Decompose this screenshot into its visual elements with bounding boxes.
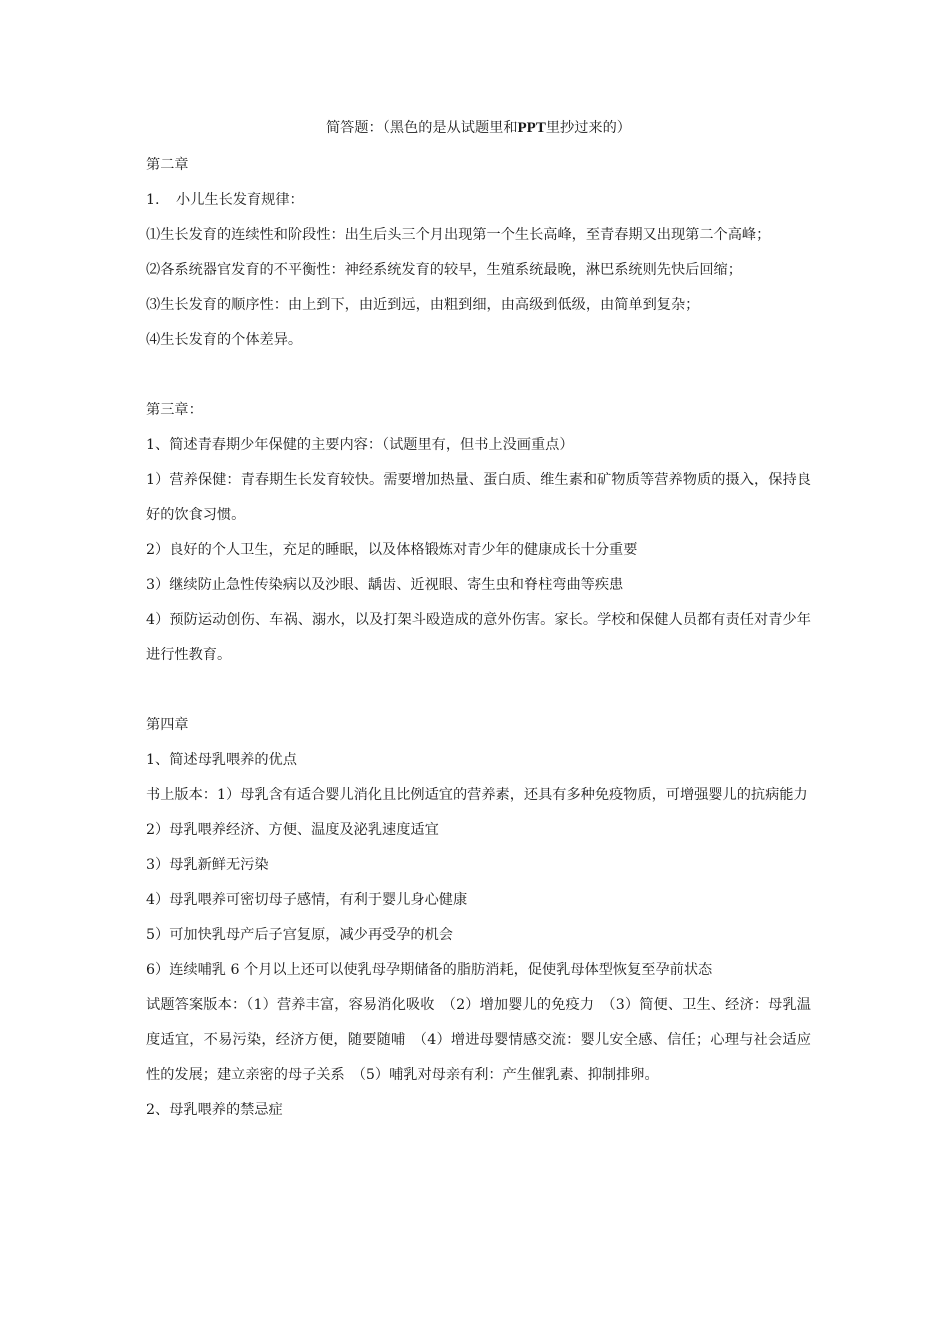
question-heading	[146, 183, 811, 218]
paragraph: 试题答案版本：（1）营养丰富，容易消化吸收 （2）增加婴儿的免疫力 （3）简便、卫生、经济：母乳温度适宜，不易污染，经济方便，随要随哺 （4）增进母婴情感交流：婴儿安全感、信任；心理与社会适应性的发展；建立亲密的母子关系 （5）哺乳对母亲有利：产生催乳素、抑制排卵。	[146, 997, 811, 1083]
chapter-3-section	[146, 393, 811, 673]
paragraph: ⑶生长发育的顺序性：由上到下，由近到远，由粗到细，由高级到低级，由简单到复杂；	[146, 297, 700, 313]
paragraph: 3）母乳新鲜无污染	[146, 857, 269, 873]
paragraph: 4）预防运动创伤、车祸、溺水，以及打架斗殴造成的意外伤害。家长。学校和保健人员都有责任对青少年进行性教育。	[146, 612, 811, 663]
paragraph: ⑷生长发育的个体差异。	[146, 332, 303, 348]
title-text: 简答题：（黑色的是从试题里和	[325, 120, 518, 136]
paragraph: 5）可加快乳母产后子宫复原，减少再受孕的机会	[146, 927, 453, 943]
question-number: 1.	[146, 192, 160, 208]
chapter-3-heading: 第三章：	[146, 402, 203, 418]
chapter-4-heading: 第四章	[146, 717, 189, 733]
paragraph: ⑵各系统器官发育的不平衡性：神经系统发育的较早，生殖系统最晚，淋巴系统则先快后回缩；	[146, 262, 742, 278]
paragraph: ⑴生长发育的连续性和阶段性：出生后头三个月出现第一个生长高峰，至青春期又出现第二个高峰；	[146, 227, 771, 243]
chapter-2-heading: 第二章	[146, 157, 189, 173]
section-spacer	[146, 358, 811, 393]
title-text-end: 里抄过来的）	[545, 120, 631, 136]
title-bold-text: PPT	[517, 120, 546, 136]
paragraph: 1）营养保健：青春期生长发育较快。需要增加热量、蛋白质、维生素和矿物质等营养物质的摄入，保持良好的饮食习惯。	[146, 472, 811, 523]
question-title: 小儿生长发育规律：	[176, 192, 304, 208]
paragraph: 2）良好的个人卫生，充足的睡眠，以及体格锻炼对青少年的健康成长十分重要	[146, 542, 638, 558]
paragraph: 6）连续哺乳 6 个月以上还可以使乳母孕期储备的脂肪消耗，促使乳母体型恢复至孕前状态	[146, 962, 713, 978]
paragraph: 4）母乳喂养可密切母子感情，有利于婴儿身心健康	[146, 892, 468, 908]
paragraph: 2）母乳喂养经济、方便、温度及泌乳速度适宜	[146, 822, 439, 838]
question-heading: 2、母乳喂养的禁忌症	[146, 1102, 283, 1118]
paragraph: 3）继续防止急性传染病以及沙眼、龋齿、近视眼、寄生虫和脊柱弯曲等疾患	[146, 577, 624, 593]
page-title	[146, 108, 811, 148]
document-page	[146, 108, 811, 1128]
paragraph: 书上版本：1）母乳含有适合婴儿消化且比例适宜的营养素，还具有多种免疫物质，可增强婴儿的抗病能力	[146, 787, 808, 803]
question-heading: 1、简述母乳喂养的优点	[146, 752, 297, 768]
section-spacer	[146, 673, 811, 708]
question-heading: 1、简述青春期少年保健的主要内容：（试题里有，但书上没画重点）	[146, 437, 574, 453]
chapter-2-section	[146, 148, 811, 358]
chapter-4-section	[146, 708, 811, 1128]
